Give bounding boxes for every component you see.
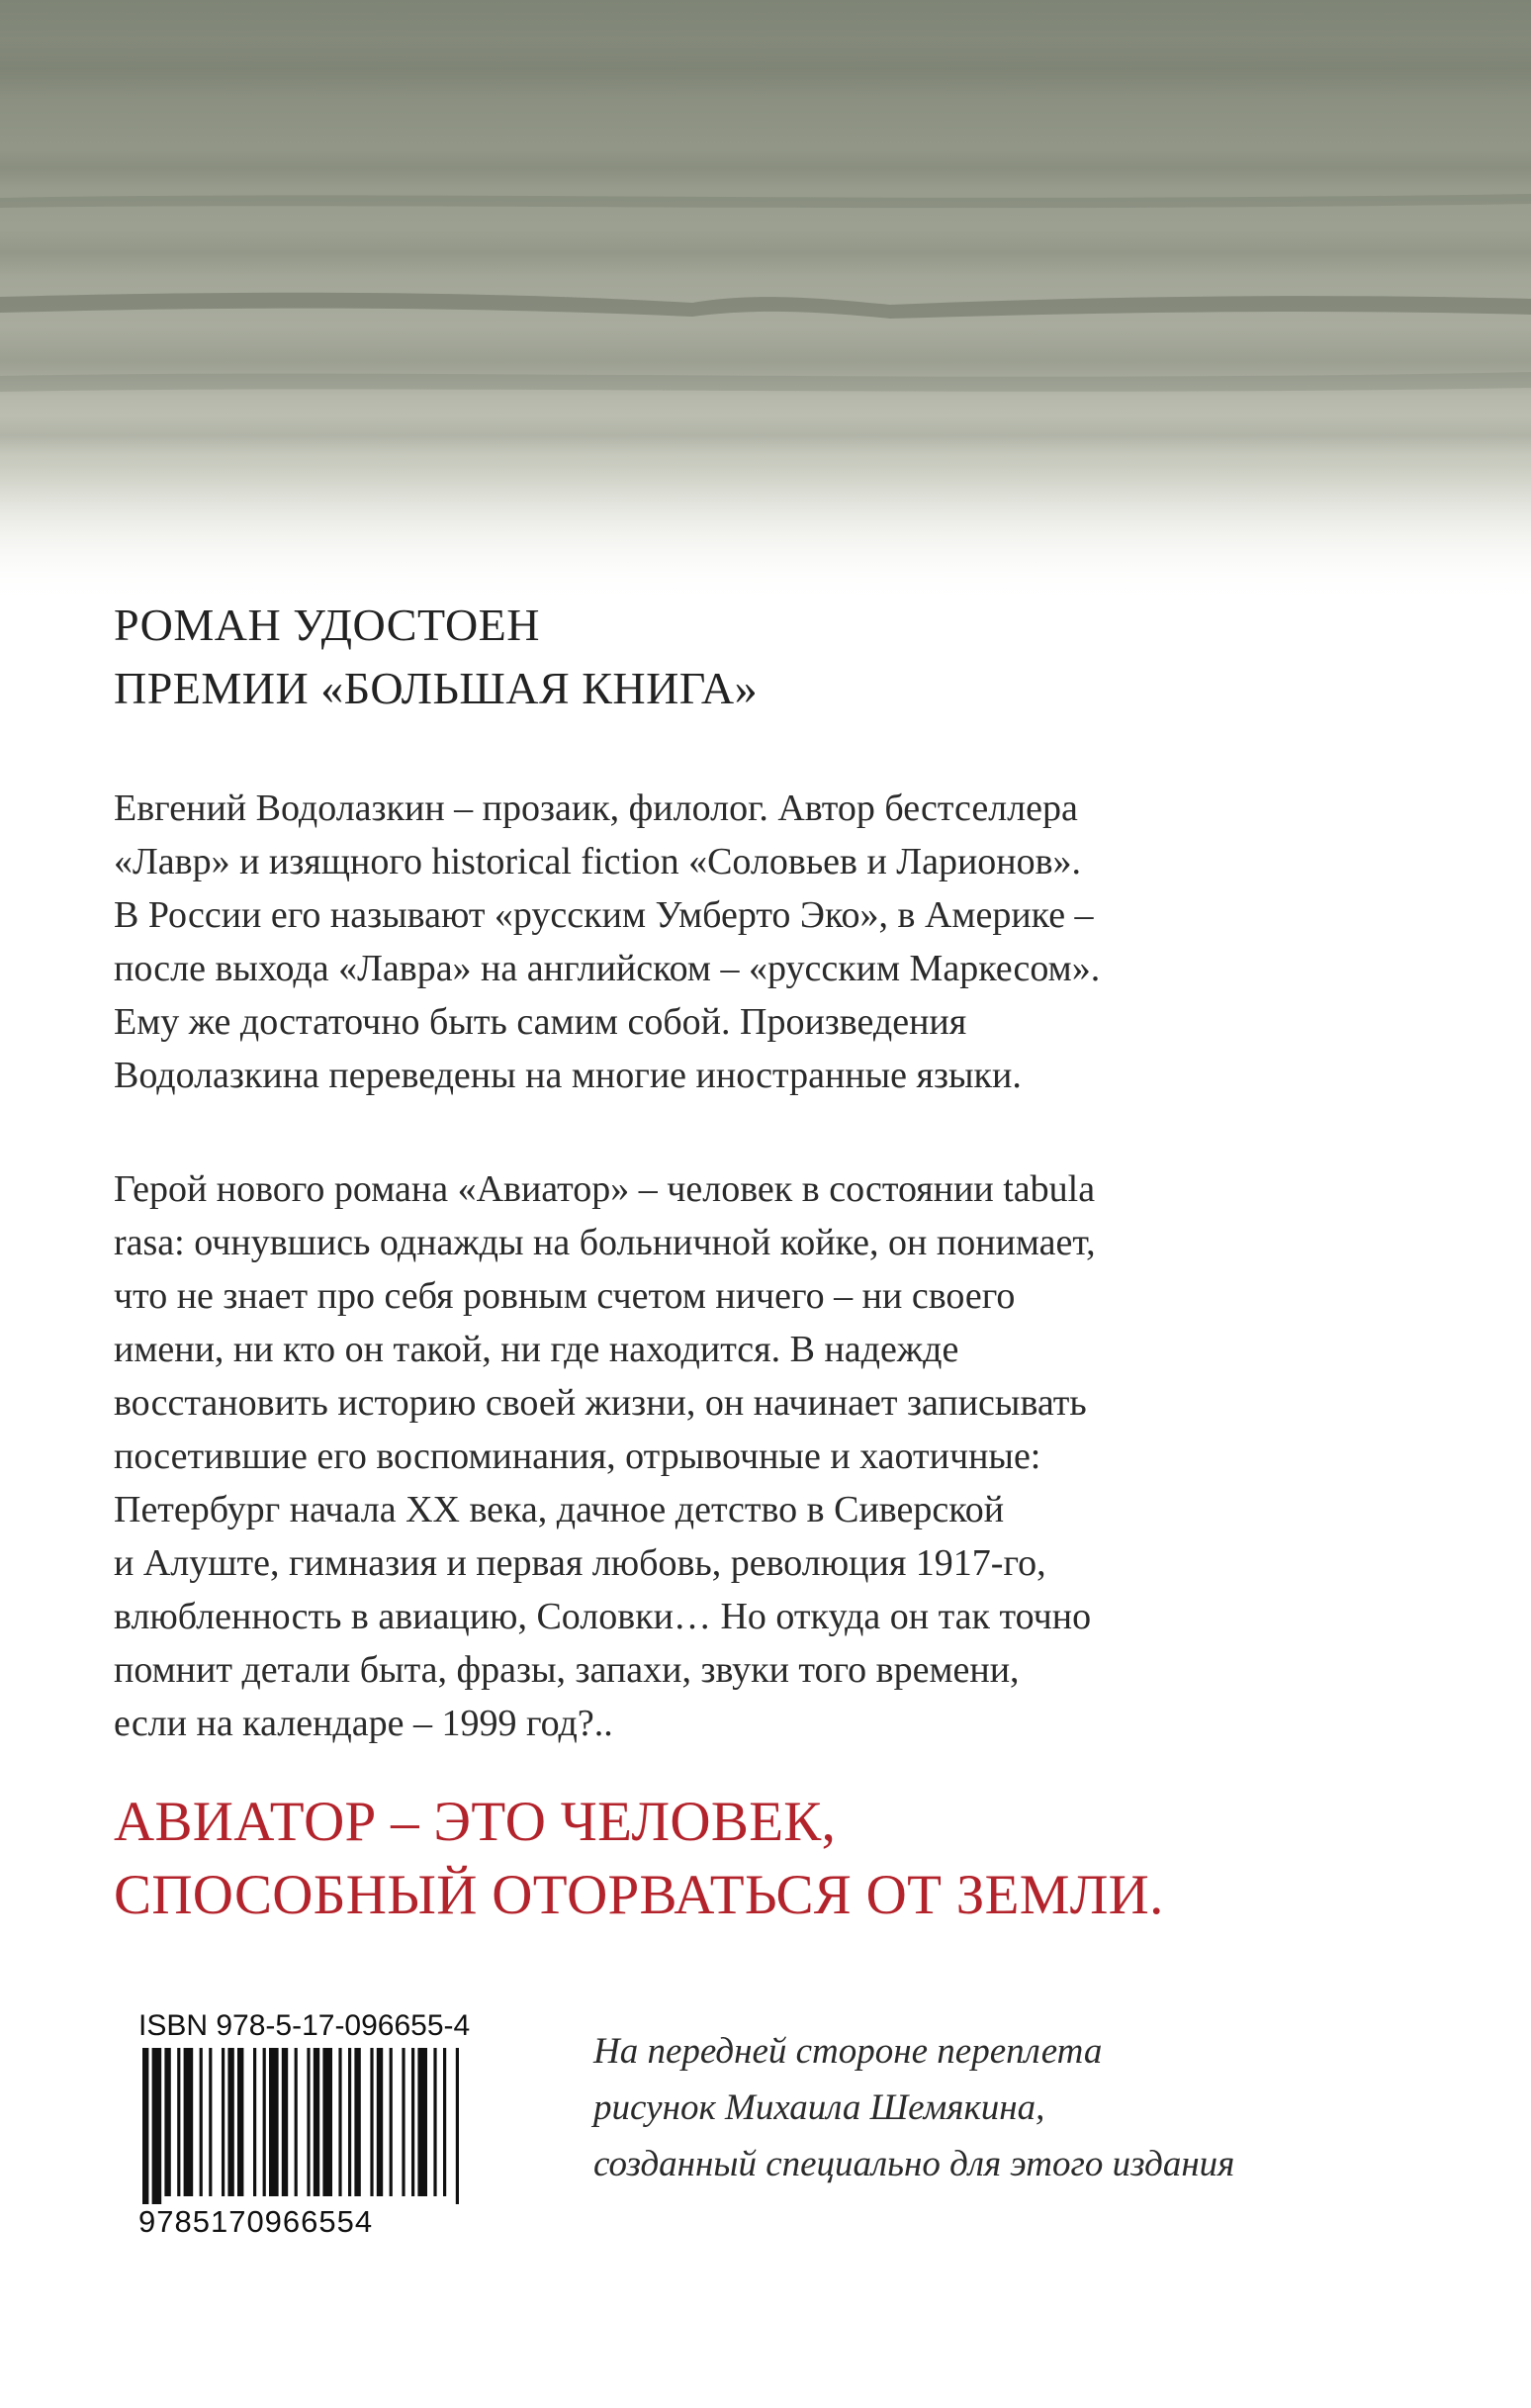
tagline xyxy=(114,1786,1439,1932)
barcode-icon xyxy=(138,2048,554,2204)
credit-line: созданный специально для этого издания xyxy=(593,2144,1235,2184)
barcode-bar xyxy=(322,2048,332,2196)
barcode-bar xyxy=(307,2048,310,2196)
award-heading-line: ПРЕМИИ «БОЛЬШАЯ КНИГА» xyxy=(114,663,759,713)
text-line: что не знает про себя ровным счетом ничего – ни своего xyxy=(114,1275,1016,1317)
barcode-bar xyxy=(263,2048,266,2196)
text-line: «Лавр» и изящного historical fiction «Соловьев и Ларионов». xyxy=(114,841,1082,882)
novel-paragraph xyxy=(114,1162,1439,1750)
text-line: влюбленность в авиацию, Соловки… Но откуда он так точно xyxy=(114,1596,1092,1637)
text-line: и Алуште, гимназия и первая любовь, революция 1917-го, xyxy=(114,1542,1046,1584)
barcode-bar xyxy=(370,2048,373,2196)
barcode-bar xyxy=(338,2048,341,2196)
barcode-bar xyxy=(314,2048,319,2196)
text-line: Петербург начала XX века, дачное детство в Сиверской xyxy=(114,1489,1005,1530)
barcode-bar xyxy=(200,2048,203,2196)
barcode-bar xyxy=(402,2048,405,2196)
barcode-bar xyxy=(443,2048,446,2196)
barcode-bar xyxy=(433,2048,436,2196)
tagline-line: АВИАТОР – ЭТО ЧЕЛОВЕК, xyxy=(114,1791,837,1853)
barcode-digits: 9785170966554 xyxy=(138,2204,374,2239)
barcode-bar xyxy=(177,2048,180,2196)
text-line: Евгений Водолазкин – прозаик, филолог. Автор бестселлера xyxy=(114,787,1078,829)
barcode-bar xyxy=(417,2048,427,2196)
barcode-bar xyxy=(184,2048,194,2196)
barcode-bar xyxy=(237,2048,243,2196)
barcode-bar xyxy=(348,2048,351,2196)
barcode-bar xyxy=(152,2048,162,2204)
text-line: rasa: очнувшись однажды на больничной койке, он понимает, xyxy=(114,1222,1096,1263)
credit-line: На передней стороне переплета xyxy=(593,2031,1103,2072)
barcode-bar xyxy=(142,2048,148,2204)
barcode-bar xyxy=(269,2048,279,2196)
barcode-bar xyxy=(164,2048,170,2196)
watercolor-sky-illustration xyxy=(0,0,1531,603)
barcode-bar xyxy=(377,2048,383,2196)
text-line: имени, ни кто он такой, ни где находится. В надежде xyxy=(114,1329,959,1370)
text-line: если на календаре – 1999 год?.. xyxy=(114,1703,613,1744)
barcode-bar xyxy=(282,2048,288,2196)
text-line: посетившие его воспоминания, отрывочные и хаотичные: xyxy=(114,1436,1041,1477)
text-line: В России его называют «русским Умберто Эко», в Америке – xyxy=(114,894,1094,936)
award-heading-line: РОМАН УДОСТОЕН xyxy=(114,600,540,650)
barcode-bar xyxy=(253,2048,256,2196)
credit-line: рисунок Михаила Шемякина, xyxy=(593,2087,1045,2128)
isbn-barcode xyxy=(138,2008,564,2256)
tagline-line: СПОСОБНЫЙ ОТОРВАТЬСЯ ОТ ЗЕМЛИ. xyxy=(114,1864,1164,1926)
isbn-label: ISBN 978-5-17-096655-4 xyxy=(138,2009,471,2042)
barcode-bar xyxy=(411,2048,414,2196)
award-heading xyxy=(114,594,1419,720)
text-line: Герой нового романа «Авиатор» – человек в состоянии tabula xyxy=(114,1168,1096,1210)
barcode-bar xyxy=(209,2048,212,2196)
cover-credit xyxy=(593,2023,1484,2192)
barcode-bar xyxy=(295,2048,298,2196)
text-line: Ему же достаточно быть самим собой. Произведения xyxy=(114,1001,967,1043)
text-line: после выхода «Лавра» на английском – «русским Маркесом». xyxy=(114,948,1101,989)
barcode-bar xyxy=(456,2048,459,2204)
barcode-bar xyxy=(390,2048,393,2196)
barcode-bar xyxy=(227,2048,233,2196)
text-line: Водолазкина переведены на многие иностранные языки. xyxy=(114,1055,1022,1096)
text-line: помнит детали быта, фразы, запахи, звуки того времени, xyxy=(114,1649,1020,1691)
barcode-bar xyxy=(222,2048,225,2196)
barcode-bar xyxy=(354,2048,360,2196)
text-line: восстановить историю своей жизни, он начинает записывать xyxy=(114,1382,1087,1424)
author-paragraph xyxy=(114,782,1439,1102)
